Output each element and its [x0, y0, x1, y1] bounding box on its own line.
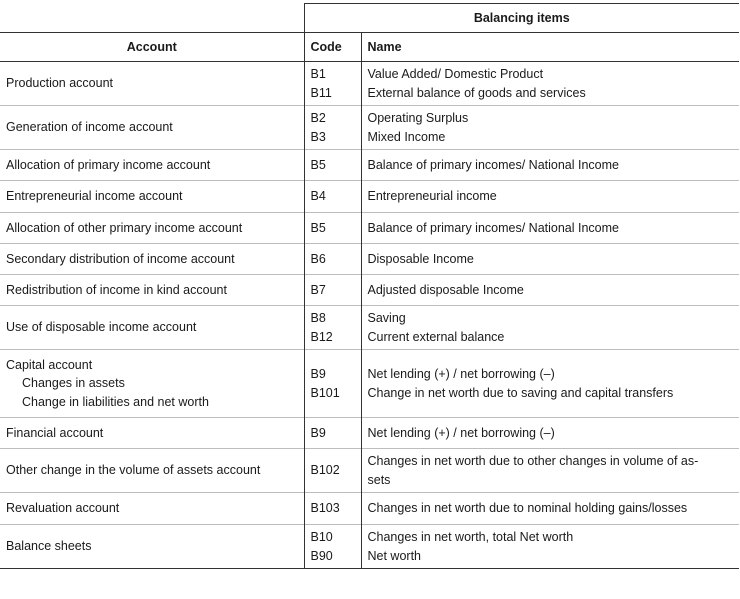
account-name: Secondary distribution of income account: [6, 251, 235, 266]
item-code: B11: [310, 85, 332, 100]
account-name: Revaluation account: [6, 501, 120, 516]
account-name: Entrepreneurial income account: [6, 189, 183, 204]
name-cell: [361, 150, 739, 181]
item-code: B5: [310, 157, 326, 172]
item-code: B3: [310, 129, 326, 144]
table-row: [0, 275, 739, 306]
subaccount-name: Changes in assets: [22, 376, 125, 391]
account-cell: [0, 275, 304, 306]
item-name: Changes in net worth due to nominal holding gains/losses: [367, 501, 688, 516]
code-cell: [304, 244, 361, 275]
item-code: B102: [310, 463, 340, 478]
item-name: Current external balance: [367, 329, 505, 344]
name-cell: [361, 244, 739, 275]
table-row: [0, 181, 739, 213]
name-column-header: Name: [361, 33, 739, 62]
item-code: B2: [310, 111, 326, 125]
account-cell: [0, 106, 304, 150]
name-cell: [361, 493, 739, 525]
table-row: [0, 106, 739, 150]
table-row: [0, 306, 739, 350]
code-cell: [304, 449, 361, 493]
item-name: Value Added/ Domestic Product: [367, 67, 544, 81]
account-column-header: Account: [0, 33, 304, 62]
account-name: Use of disposable income account: [6, 320, 197, 335]
table-row: [0, 525, 739, 569]
item-name: Mixed Income: [367, 129, 446, 144]
account-cell: [0, 181, 304, 213]
table-row: [0, 150, 739, 181]
name-cell: [361, 181, 739, 213]
account-name: Redistribution of income in kind account: [6, 282, 227, 297]
item-code: B6: [310, 251, 326, 266]
item-name: Operating Surplus: [367, 111, 469, 125]
account-name: Capital account: [6, 357, 93, 372]
code-cell: [304, 150, 361, 181]
item-code: B9: [310, 425, 326, 440]
item-code: B5: [310, 220, 326, 235]
account-cell: [0, 244, 304, 275]
table-row: [0, 350, 739, 418]
account-cell: [0, 62, 304, 106]
account-name: Production account: [6, 76, 114, 91]
table-row: [0, 449, 739, 493]
code-cell: [304, 493, 361, 525]
name-cell: [361, 213, 739, 244]
item-code: B103: [310, 501, 340, 516]
account-cell: [0, 213, 304, 244]
item-code: B7: [310, 282, 326, 297]
table-row: [0, 418, 739, 449]
table-row: [0, 493, 739, 525]
name-cell: [361, 62, 739, 106]
code-cell: [304, 213, 361, 244]
column-header-row: [0, 33, 739, 62]
code-cell: [304, 62, 361, 106]
account-cell: [0, 493, 304, 525]
name-cell: [361, 275, 739, 306]
blank-header-cell: [0, 4, 304, 33]
name-cell: [361, 449, 739, 493]
item-name: Adjusted disposable Income: [367, 282, 524, 297]
item-name: Entrepreneurial income: [367, 189, 497, 204]
table-row: [0, 213, 739, 244]
item-code: B8: [310, 311, 326, 325]
name-cell: [361, 525, 739, 569]
item-code: B12: [310, 329, 333, 344]
account-cell: [0, 150, 304, 181]
item-name: sets: [367, 472, 391, 487]
item-name: Balance of primary incomes/ National Income: [367, 157, 620, 172]
item-name: Net worth: [367, 548, 421, 563]
balancing-items-header: Balancing items: [304, 4, 739, 33]
name-cell: [361, 306, 739, 350]
item-name: Balance of primary incomes/ National Income: [367, 220, 620, 235]
item-name: Net lending (+) / net borrowing (–): [367, 425, 555, 440]
account-cell: [0, 418, 304, 449]
subaccount-name: Change in liabilities and net worth: [22, 394, 209, 409]
item-name: External balance of goods and services: [367, 85, 586, 100]
account-name: Other change in the volume of assets account: [6, 463, 261, 478]
item-name: Changes in net worth due to other changes in volume of as-: [367, 454, 699, 468]
item-name: Saving: [367, 311, 406, 325]
code-cell: [304, 525, 361, 569]
code-cell: [304, 418, 361, 449]
code-cell: [304, 306, 361, 350]
account-cell: [0, 306, 304, 350]
item-name: Net lending (+) / net borrowing (–): [367, 367, 555, 381]
name-cell: [361, 106, 739, 150]
item-code: B1: [310, 67, 326, 81]
account-name: Allocation of other primary income account: [6, 220, 243, 235]
account-cell: [0, 350, 304, 418]
code-cell: [304, 181, 361, 213]
item-code: B4: [310, 189, 326, 204]
balancing-items-table: [0, 3, 739, 569]
account-name: Generation of income account: [6, 120, 173, 135]
code-column-header: Code: [304, 33, 361, 62]
table-row: [0, 62, 739, 106]
group-header-row: [0, 4, 739, 33]
account-name: Balance sheets: [6, 539, 92, 554]
account-name: Financial account: [6, 425, 104, 440]
code-cell: [304, 350, 361, 418]
code-cell: [304, 275, 361, 306]
item-name: Disposable Income: [367, 251, 474, 266]
name-cell: [361, 350, 739, 418]
item-code: B90: [310, 548, 333, 563]
account-name: Allocation of primary income account: [6, 157, 211, 172]
account-cell: [0, 525, 304, 569]
item-code: B9: [310, 367, 326, 381]
table-row: [0, 244, 739, 275]
item-code: B101: [310, 385, 340, 400]
code-cell: [304, 106, 361, 150]
item-name: Changes in net worth, total Net worth: [367, 530, 574, 544]
item-code: B10: [310, 530, 333, 544]
account-cell: [0, 449, 304, 493]
item-name: Change in net worth due to saving and capital transfers: [367, 385, 674, 400]
name-cell: [361, 418, 739, 449]
